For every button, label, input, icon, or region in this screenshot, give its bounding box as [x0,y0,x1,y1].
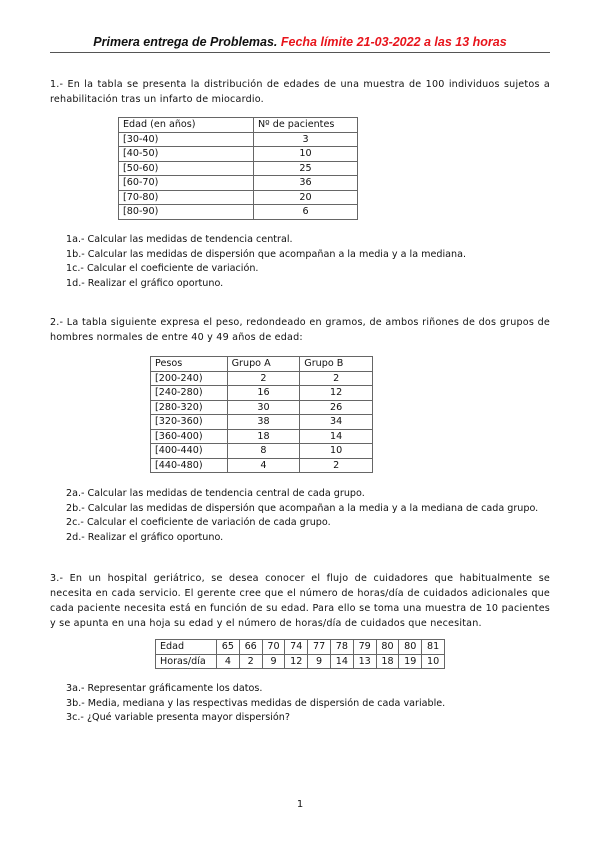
table-cell: 12 [285,654,308,669]
table-row [119,205,358,220]
table-cell: 16 [227,386,300,401]
task-item: 3c.- ¿Qué variable presenta mayor dispersión? [66,712,290,724]
table-row [119,132,358,147]
problem3-tasks [66,682,445,726]
table-row [151,444,373,459]
table-cell: 2 [227,371,300,386]
table-row [151,429,373,444]
table-row [119,147,358,162]
table-cell: 34 [300,415,373,430]
table-cell: 65 [217,640,240,655]
table-cell: 80 [376,640,399,655]
table-cell: 70 [262,640,285,655]
table-cell: [360-400) [151,429,228,444]
problem1-text: 1.- En la tabla se presenta la distribución de edades de una muestra de 100 individuos sujetos a rehabilitación tras un infarto de miocardio. [50,79,550,105]
table-cell: [440-480) [151,458,228,473]
table-cell: 30 [227,400,300,415]
task-item: 1b.- Calcular las medidas de dispersión que acompañan a la media y a la mediana. [66,248,467,260]
table-row [151,386,373,401]
table-cell: 10 [254,147,358,162]
table-cell: 20 [254,190,358,205]
table-cell: 74 [285,640,308,655]
header-title: Primera entrega de Problemas. [93,35,278,49]
table-cell: [400-440) [151,444,228,459]
table-row [151,415,373,430]
table-row [119,190,358,205]
table-cell: 9 [262,654,285,669]
table-cell: [240-280) [151,386,228,401]
table-cell: 19 [399,654,422,669]
header-deadline: Fecha límite 21-03-2022 a las 13 horas [280,35,507,49]
table-cell: 14 [300,429,373,444]
table-cell: 25 [254,161,358,176]
task-item: 1a.- Calcular las medidas de tendencia central. [66,234,293,245]
table-cell: 3 [254,132,358,147]
table-cell: [200-240) [151,371,228,386]
table-cell: 18 [376,654,399,669]
table-cell: 79 [353,640,376,655]
table-cell: 4 [217,654,240,669]
problem1-tasks [66,233,466,291]
task-item: 3a.- Representar gráficamente los datos. [66,683,263,694]
table-cell: 80 [399,640,422,655]
table-cell: 38 [227,415,300,430]
table-cell: 14 [330,654,353,669]
table-cell: 4 [227,458,300,473]
task-item: 2a.- Calcular las medidas de tendencia central de cada grupo. [66,488,365,499]
table-cell: 2 [300,458,373,473]
table-header-cell: Edad (en años) [119,118,254,133]
table-cell: 12 [300,386,373,401]
task-item: 2c.- Calcular el coeficiente de variación de cada grupo. [66,517,331,529]
table-cell: [320-360) [151,415,228,430]
table-cell: 6 [254,205,358,220]
table-cell: 36 [254,176,358,191]
problem1-table [118,117,358,220]
table-row [151,458,373,473]
table-cell: 26 [300,400,373,415]
table-header-cell: Grupo A [227,357,300,372]
table-cell: [60-70) [119,176,254,191]
table-row [119,176,358,191]
table-cell: [40-50) [119,147,254,162]
table-row [119,161,358,176]
table-cell: [50-60) [119,161,254,176]
table-cell: 13 [353,654,376,669]
problem3-table [155,639,445,669]
table-row [151,400,373,415]
table-header-cell: Nº de pacientes [254,118,358,133]
table-cell: [30-40) [119,132,254,147]
page-header [50,35,550,53]
table-cell: 77 [308,640,331,655]
page-number: 1 [296,799,304,810]
table-cell: 81 [422,640,445,655]
problem2-tasks [66,487,538,545]
task-item: 1c.- Calcular el coeficiente de variación. [66,263,259,275]
task-item: 3b.- Media, mediana y las respectivas medidas de dispersión de cada variable. [66,697,446,709]
problem2-text: 2.- La tabla siguiente expresa el peso, redondeado en gramos, de ambos riñones de dos grupos de hombres normales de entre 40 y 49 años de edad: [50,317,550,343]
table-row-label: Edad [156,640,217,655]
problem3-text: 3.- En un hospital geriátrico, se desea conocer el flujo de cuidadores que habitualmente se necesita en cada servicio. El gerente cree que el número de horas/día de cuidados adicionales que cada paciente necesita está en función de su edad. Para ello se toma una muestra de 10 pacientes y se apunta en una hoja su edad y el número de horas/día de cuidados que necesitan. [50,573,550,629]
table-cell: 18 [227,429,300,444]
table-cell: 66 [239,640,262,655]
table-cell: 9 [308,654,331,669]
task-item: 2b.- Calcular las medidas de dispersión que acompañan a la media y a la mediana de cada grupo. [66,502,539,514]
problem2-table [150,356,373,473]
table-row [156,640,445,655]
table-header-row [119,118,358,133]
task-item: 1d.- Realizar el gráfico oportuno. [66,277,224,289]
table-cell: 10 [422,654,445,669]
table-cell: 2 [300,371,373,386]
table-row-label: Horas/día [156,654,217,669]
table-header-cell: Grupo B [300,357,373,372]
table-cell: [80-90) [119,205,254,220]
table-cell: 78 [330,640,353,655]
table-cell: [280-320) [151,400,228,415]
table-cell: 8 [227,444,300,459]
task-item: 2d.- Realizar el gráfico oportuno. [66,531,224,543]
table-cell: 2 [239,654,262,669]
table-cell: [70-80) [119,190,254,205]
table-header-cell: Pesos [151,357,228,372]
table-row [156,654,445,669]
table-header-row [151,357,373,372]
table-row [151,371,373,386]
table-cell: 10 [300,444,373,459]
